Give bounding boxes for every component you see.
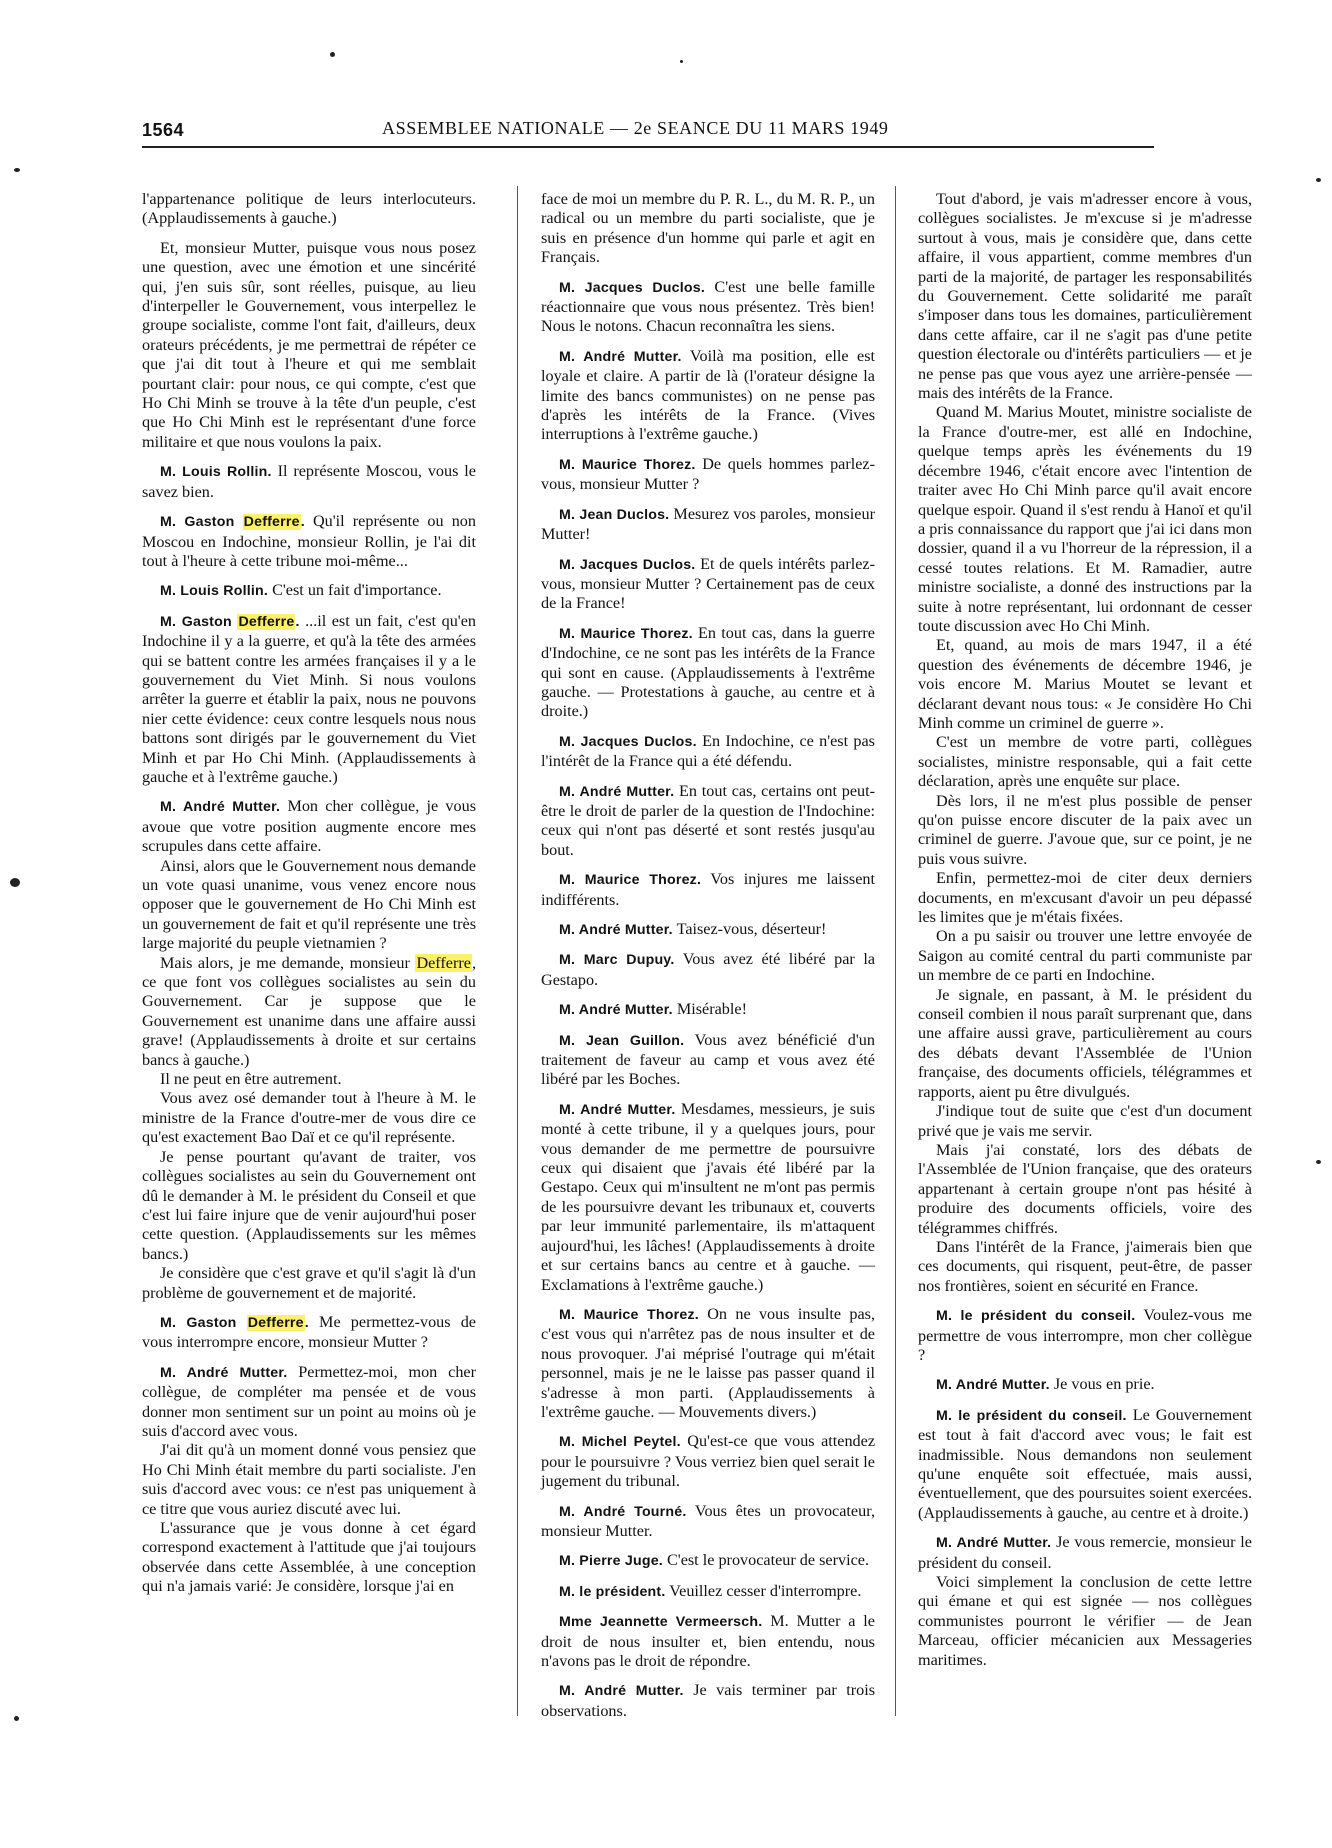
text-run: En Indochine, ce n'est pas l'intérêt de la France qui a été défendu. xyxy=(541,731,875,771)
paragraph xyxy=(918,869,1252,927)
paragraph xyxy=(541,190,875,268)
speaker-name: M. le président. xyxy=(559,1583,666,1600)
text-run: Et de quels intérêts parlez-vous, monsieur Mutter ? Certainement pas de ceux de la France! xyxy=(541,554,875,613)
speech-mutter xyxy=(541,1000,875,1020)
text-run: . xyxy=(300,514,305,531)
text-run: face de moi un membre du P. R. L., du M. R. P., un radical ou un membre du parti socialiste, que je suis en présence d'un homme qui parle et agit en Français. xyxy=(541,190,875,267)
scan-speck xyxy=(1316,1160,1321,1164)
text-run: Vous avez bénéficié d'un traitement de faveur au camp et vous avez été libéré par les Boches. xyxy=(541,1030,875,1089)
paragraph xyxy=(142,190,476,229)
text-run: J'ai dit qu'à un moment donné vous pensiez que Ho Chi Minh était membre du parti socialiste. J'en suis d'accord avec vous: ce n'est pas uniquement à ce titre que vous auriez discuté avec lui. xyxy=(142,1441,476,1518)
speaker-name: M. Jacques Duclos. xyxy=(559,733,697,750)
paragraph xyxy=(918,1238,1252,1296)
paragraph xyxy=(918,636,1252,733)
text-run: C'est un fait d'importance. xyxy=(268,581,442,600)
paragraph xyxy=(142,1519,476,1597)
speech-thorez xyxy=(541,870,875,910)
highlighted-name: Defferre xyxy=(238,613,295,630)
text-run: Vous êtes un provocateur, monsieur Mutter. xyxy=(541,1501,875,1540)
speaker-name xyxy=(160,514,305,530)
text-run: L'assurance que je vous donne à cet égard correspond exactement à l'attitude que j'ai toujours observée dans cette Assemblée, à une conception qui n'a jamais varié: Je considère, lorsque j'ai en xyxy=(142,1519,476,1596)
speaker-name: M. André Mutter. xyxy=(559,1683,684,1700)
speaker-name: M. André Tourné. xyxy=(559,1503,687,1520)
paragraph xyxy=(918,733,1252,791)
scan-speck xyxy=(680,60,683,63)
text-run: Quand M. Marius Moutet, ministre socialiste de la France d'outre-mer, est allé en Indochine, quelque temps après les événements du 19 décembre 1946, c'était encore avec l'intention de traiter avec Ho Chi Minh parce qu'il avait encore quelque espoir. Quand il s'est rendu à Hanoï et qu'il a pris connaissance du rapport que j'ai ici dans mon dossier, quand il a vu l'horreur de la répression, il a cessé toutes relations. Et M. Ramadier, autre ministre socialiste, a donné des instructions par la suite à notre représentant, lui ordonnant de cesser toute discussion avec Ho Chi Minh. xyxy=(918,403,1252,635)
text-run: On a pu saisir ou trouver une lettre envoyée de Saigon au comité central du parti communiste par un membre de ce parti en Indochine. xyxy=(918,927,1252,985)
speech-thorez xyxy=(541,1305,875,1422)
speaker-name: Mme Jeannette Vermeersch. xyxy=(559,1614,763,1631)
text-run: Mesurez vos paroles, monsieur Mutter! xyxy=(541,504,875,544)
scan-speck xyxy=(1316,178,1321,182)
header-rule xyxy=(142,146,1154,148)
speech-defferre xyxy=(142,612,476,788)
speaker-name: M. Maurice Thorez. xyxy=(559,1306,699,1323)
speaker-name: M. André Mutter. xyxy=(559,1101,676,1118)
highlighted-name: Defferre xyxy=(247,1314,304,1331)
speaker-name: M. André Mutter. xyxy=(559,783,675,800)
page-header xyxy=(142,118,1152,148)
speech-mutter xyxy=(541,1681,875,1721)
running-title: ASSEMBLEE NATIONALE — 2e SEANCE DU 11 MARS 1949 xyxy=(382,118,889,138)
text-run: Mon cher collègue, je vous avoue que votre position augmente encore mes scrupules dans cette affaire. xyxy=(142,797,476,856)
speaker-name: M. André Mutter. xyxy=(559,1002,673,1019)
paragraph xyxy=(142,1089,476,1147)
speech-peytel xyxy=(541,1432,875,1491)
paragraph xyxy=(142,954,476,1070)
paragraph xyxy=(142,1070,476,1089)
paragraph xyxy=(918,403,1252,636)
speaker-name: M. Maurice Thorez. xyxy=(559,625,693,642)
text-run: C'est une belle famille réactionnaire que vous nous présentez. Très bien! Nous le notons. Chacun reconnaîtra les siens. xyxy=(541,277,875,336)
scan-speck xyxy=(14,1716,19,1721)
speech-guillon xyxy=(541,1031,875,1090)
scan-speck xyxy=(14,168,20,172)
speaker-name: M. Maurice Thorez. xyxy=(559,456,696,473)
speech-mutter xyxy=(541,782,875,861)
speaker-name: M. Maurice Thorez. xyxy=(559,872,702,889)
text-run: En tout cas, certains ont peut-être le droit de parler de la question de l'Indochine: ceux qui n'ont pas déserté et sont restés jusqu'au bout. xyxy=(541,781,875,859)
text-run: Et, monsieur Mutter, puisque vous nous posez une question, avec une émotion et une sincérité qui, j'en suis sûr, sont réelles, puisque, au lieu d'interpeller le Gouvernement, vous interpellez le groupe socialiste, comme l'ont fait, d'ailleurs, deux orateurs précédents, je me permettrai de répéter ce que j'ai dit tout à l'heure et qui me semblait pourtant clair: pour nous, ce qui compte, c'est que Ho Chi Minh se trouve à la tête d'un peuple, c'est que Ho Chi Minh est le représentant d'une force militaire et que nous voulons la paix. xyxy=(142,238,476,451)
text-run: C'est le provocateur de service. xyxy=(662,1551,870,1570)
column-separator xyxy=(895,186,896,1716)
text-run: Ainsi, alors que le Gouvernement nous demande un vote quasi unanime, vous venez encore nous opposer que le gouvernement de Ho Chi Minh est un gouvernement de fait et qu'il représente une très large majorité du peuple vietnamien ? xyxy=(142,856,476,953)
speaker-name: M. Jean Guillon. xyxy=(559,1032,685,1049)
text-run: M. Gaston xyxy=(160,514,243,531)
speaker-name: M. le président du conseil. xyxy=(936,1308,1136,1325)
text-run: Je pense pourtant qu'avant de traiter, vos collègues socialistes au sein du Gouvernement ont dû le demander à M. le président du Conseil et que c'est lui faire injure que de venir aujourd'hui poser cette question. (Applaudissements sur les mêmes bancs.) xyxy=(142,1147,476,1263)
text-run: ...il est un fait, c'est qu'en Indochine il y a la guerre, et qu'à la tête des armées qui se battent contre les armées françaises il y a le gouvernement du Viet Minh. Si nous voulons arrêter la guerre et établir la paix, nous ne pouvons nier cette évidence: ceux contre lesquels nous nous battons sont dirigés par le gouvernement du Viet Minh et par Ho Chi Minh. (Applaudissements à gauche et à l'extrême gauche.) xyxy=(142,611,476,786)
speech-mutter xyxy=(541,347,875,445)
highlighted-name: Defferre xyxy=(243,514,300,531)
paragraph xyxy=(142,1264,476,1303)
speech-jduclos xyxy=(541,555,875,614)
speech-thorez xyxy=(541,624,875,722)
text-run: M. Gaston xyxy=(160,613,238,630)
speaker-name: M. Pierre Juge. xyxy=(559,1553,663,1570)
text-run: Il représente Moscou, vous le savez bien. xyxy=(142,462,476,501)
scan-speck xyxy=(330,52,335,57)
text-run: En tout cas, dans la guerre d'Indochine, ce ne sont pas les intérêts de la France qui sont en cause. (Applaudissements à l'extrême gauche. — Protestations à gauche, au centre et à droite.) xyxy=(541,623,875,721)
text-run: Je considère que c'est grave et qu'il s'agit là d'un problème de gouvernement et de majorité. xyxy=(142,1264,476,1302)
speech-jeanduclos xyxy=(541,505,875,545)
speech-juge xyxy=(541,1551,875,1571)
text-run: M. Mutter a le droit de nous insulter et, bien entendu, nous n'avons pas le droit de répondre. xyxy=(541,1612,875,1670)
paragraph xyxy=(142,239,476,452)
paragraph xyxy=(918,792,1252,870)
column-1 xyxy=(142,190,476,1597)
text-run: . xyxy=(295,613,300,630)
scan-speck xyxy=(10,878,20,887)
speech-mutter xyxy=(142,797,476,856)
text-run: Il ne peut en être autrement. xyxy=(160,1070,342,1089)
speaker-name: M. le président du conseil. xyxy=(936,1407,1127,1424)
speaker-name xyxy=(160,1315,309,1331)
paragraph xyxy=(142,857,476,954)
text-run: De quels hommes parlez-vous, monsieur Mutter ? xyxy=(541,454,876,494)
speech-mutter xyxy=(918,1375,1252,1395)
text-run: C'est un membre de votre parti, collègues socialistes, ministre responsable, qui a fait cette déclaration, après une enquête sur place. xyxy=(918,733,1252,791)
speech-mutter xyxy=(918,1533,1252,1573)
paragraph xyxy=(918,1573,1252,1670)
paragraph xyxy=(918,1141,1252,1238)
paragraph xyxy=(142,1148,476,1264)
text-run: Vos injures me laissent indifférents. xyxy=(541,870,876,909)
speaker-name: M. André Mutter. xyxy=(160,1364,288,1381)
text-run: Vous avez osé demander tout à l'heure à M. le ministre de la France d'outre-mer de vous dire ce qu'est exactement Bao Daï et ce qu'il représente. xyxy=(142,1089,476,1147)
speech-mutter xyxy=(142,1363,476,1442)
text-run: Et, quand, au mois de mars 1947, il a été question des événements de décembre 1946, je vois encore M. Marius Moutet se levant et déclarant devant nous tous: « Je considère Ho Chi Minh comme un criminel de guerre ». xyxy=(918,636,1252,732)
paragraph xyxy=(918,927,1252,985)
text-run: Misérable! xyxy=(672,1000,747,1019)
text-run: , ce que font vos collègues socialistes au sein du Gouvernement. Car je suppose que le Gouvernement est unanime dans une affaire aussi grave! (Applaudissements à droite et sur certains bancs à gauche.) xyxy=(142,953,476,1069)
text-run: Enfin, permettez-moi de citer deux derniers documents, en m'excusant d'avoir un peu dépassé les limites que je m'étais fixées. xyxy=(918,869,1252,927)
text-run: Voici simplement la conclusion de cette lettre qui émane et qui est signée — nos collègues communistes pourront le vérifier — de Jean Marceau, officier mécanicien aux Messageries maritimes. xyxy=(918,1573,1252,1669)
text-run: Tout d'abord, je vais m'adresser encore à vous, collègues socialistes. Je m'excuse si je m'adresse surtout à vous, mais je considère que, dans cette affaire, il vous appartient, comme membres d'un parti de la majorité, de partager les responsabilités du Gouvernement. Cette solidarité me paraît s'imposer dans tous les domaines, particulièrement dans cette affaire, car il ne s'agit pas d'une petite question électorale ou d'intérêts particuliers — et je ne pense pas que vous ayez une arrière-pensée — mais des intérêts de la France. xyxy=(918,190,1252,403)
speaker-name: M. André Mutter. xyxy=(559,922,673,938)
paragraph xyxy=(918,986,1252,1102)
speaker-name: M. André Mutter. xyxy=(559,348,682,365)
text-run: Le Gouvernement est tout à fait d'accord avec vous; le fait est inadmissible. Nous demandons non seulement qu'une enquête soit effectuée, mais aussi, éventuellement, que des poursuites soient exercées. (Applaudissements à gauche, au centre et à droite.) xyxy=(918,1405,1252,1522)
speech-president xyxy=(541,1582,875,1602)
text-run: Je signale, en passant, à M. le président du conseil combien il nous paraît surprenant que, dans une affaire aussi grave, particulièrement au cours des débats devant l'Assemblée de l'Union française, des documents officiels, télégrammes et rapports, aient pu être divulgués. xyxy=(918,985,1252,1101)
text-run: Dans l'intérêt de la France, j'aimerais bien que ces documents, qui risquent, peut-être, de passer nos frontières, soient en sécurité en France. xyxy=(918,1237,1252,1295)
speech-defferre xyxy=(142,1313,476,1353)
text-run: On ne vous insulte pas, c'est vous qui n'arrêtez pas de nous insulter et de nous provoquer. J'ai méprisé l'outrage qui m'était personnel, mais je ne le laisse pas passer quand il s'adresse à mon parti. (Applaudissements à l'extrême gauche. — Mouvements divers.) xyxy=(541,1304,875,1421)
speaker-name: M. Jean Duclos. xyxy=(559,506,670,523)
speech-thorez xyxy=(541,455,875,495)
paragraph xyxy=(918,1102,1252,1141)
speech-mutter xyxy=(541,920,875,940)
text-run: Permettez-moi, mon cher collègue, de compléter ma pensée et de vous donner mon sentiment sur un point au moins où je suis d'accord avec vous. xyxy=(142,1362,476,1440)
speech-jduclos xyxy=(541,278,875,337)
paragraph xyxy=(918,190,1252,403)
speaker-name: M. André Mutter. xyxy=(160,799,281,816)
speaker-name: M. Louis Rollin. xyxy=(160,464,272,481)
speech-defferre xyxy=(142,512,476,571)
page-number: 1564 xyxy=(142,120,185,140)
text-run: Mesdames, messieurs, je suis monté à cette tribune, il y a quelques jours, pour vous demander de me permettre de poursuivre ceux qui disaient que j'avais été libéré par la Gestapo. Ceux qui m'insultent ne m'ont pas permis de les poursuivre devant les tribunaux et, couverts par leur immunité parlementaire, ils m'attaquent aujourd'hui, les lâches! (Applaudissements à droite et sur certains bancs au centre et à gauche. — Exclamations à l'extrême gauche.) xyxy=(541,1099,875,1294)
text-run: Veuillez cesser d'interrompre. xyxy=(665,1581,862,1600)
text-run: Voulez-vous me permettre de vous interrompre, mon cher collègue ? xyxy=(918,1306,1252,1364)
speaker-name: M. Marc Dupuy. xyxy=(559,952,675,969)
text-run: M. Gaston xyxy=(160,1314,247,1331)
text-run: Je vous remercie, monsieur le président du conseil. xyxy=(918,1533,1252,1572)
text-run: Je vous en prie. xyxy=(1049,1375,1155,1394)
speaker-name: M. André Mutter. xyxy=(936,1535,1052,1552)
speech-rollin xyxy=(142,462,476,502)
text-run: Je vais terminer par trois observations. xyxy=(541,1681,875,1720)
column-2 xyxy=(541,190,875,1731)
text-run: Mais alors, je me demande, monsieur xyxy=(160,953,416,972)
speaker-name xyxy=(160,614,300,630)
text-run: Qu'il représente ou non Moscou en Indochine, monsieur Rollin, je l'ai dit tout à l'heure à cette tribune moi-même... xyxy=(142,512,476,570)
text-run: J'indique tout de suite que c'est d'un document privé que je vais me servir. xyxy=(918,1102,1252,1140)
text-run: l'appartenance politique de leurs interlocuteurs. (Applaudissements à gauche.) xyxy=(142,190,476,228)
column-3 xyxy=(918,190,1252,1670)
text-run: Vous avez été libéré par la Gestapo. xyxy=(541,950,875,989)
speech-vermeersch xyxy=(541,1612,875,1671)
speech-pres-conseil xyxy=(918,1306,1252,1365)
text-run: . xyxy=(304,1314,309,1331)
speaker-name: M. André Mutter. xyxy=(936,1377,1050,1394)
speech-dupuy xyxy=(541,950,875,990)
speech-rollin xyxy=(142,581,476,601)
text-run: Dès lors, il ne m'est plus possible de penser qu'on puisse encore discuter de la paix avec un criminel de guerre. J'avoue que, sur ce point, je ne puis vous suivre. xyxy=(918,791,1252,868)
text-run: Voilà ma position, elle est loyale et claire. A partir de là (l'orateur désigne la limite des bancs communistes) on ne pense pas d'après les intérêts de la France. (Vives interruptions à l'extrême gauche.) xyxy=(541,346,876,444)
speaker-name: M. Louis Rollin. xyxy=(160,583,269,600)
text-run: Me permettez-vous de vous interrompre encore, monsieur Mutter ? xyxy=(142,1312,476,1352)
text-run: Mais j'ai constaté, lors des débats de l'Assemblée de l'Union française, que des orateurs appartenant à certain groupe n'ont pas hésité à produire des documents officiels, voire des télégrammes chiffrés. xyxy=(918,1140,1252,1237)
speech-tourne xyxy=(541,1502,875,1542)
column-separator xyxy=(517,186,518,1716)
speech-mutter xyxy=(541,1100,875,1295)
highlighted-name: Defferre xyxy=(416,953,471,972)
text-run: Taisez-vous, déserteur! xyxy=(672,920,827,938)
speech-pres-conseil xyxy=(918,1406,1252,1523)
paragraph xyxy=(142,1441,476,1519)
text-run: Qu'est-ce que vous attendez pour le poursuivre ? Vous verriez bien quel serait le jugement du tribunal. xyxy=(541,1432,875,1491)
speech-jduclos xyxy=(541,732,875,772)
speaker-name: M. Jacques Duclos. xyxy=(559,556,696,573)
speaker-name: M. Jacques Duclos. xyxy=(559,279,705,296)
speaker-name: M. Michel Peytel. xyxy=(559,1434,681,1451)
